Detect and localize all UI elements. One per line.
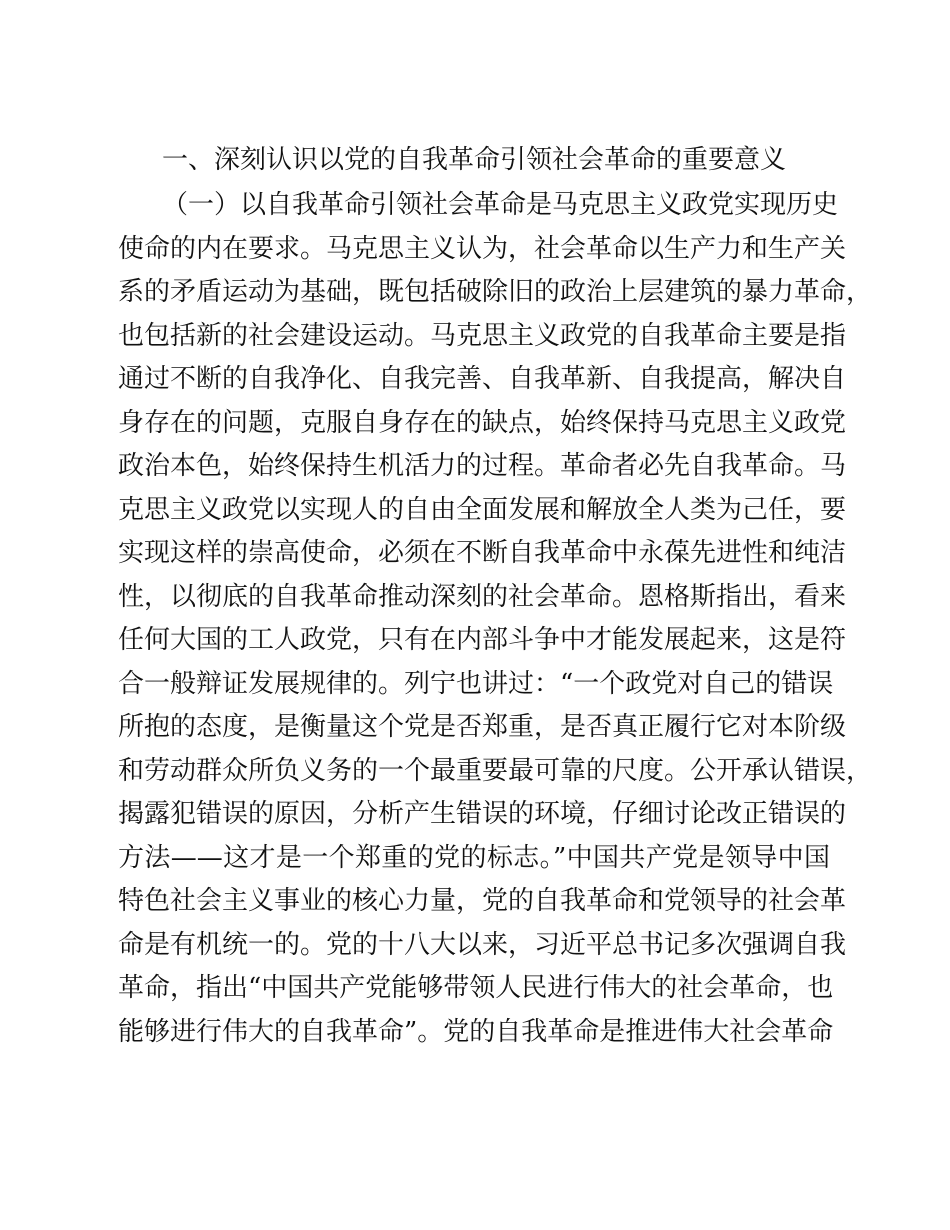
text-line: 使命的内在要求。马克思主义认为，社会革命以生产力和生产关 [118, 233, 847, 264]
text-line: 所抱的态度，是衡量这个党是否郑重，是否真正履行它对本阶级 [118, 712, 847, 742]
text-line: 政治本色，始终保持生机活力的过程。革命者必先自我革命。马 [118, 451, 847, 481]
section-heading: 一、深刻认识以党的自我革命引领社会革命的重要意义 [162, 145, 787, 175]
text-line: 系的矛盾运动为基础，既包括破除旧的政治上层建筑的暴力革命， [118, 277, 873, 307]
text-line: 革命，指出“中国共产党能够带领人民进行伟大的社会革命，也 [118, 973, 834, 1003]
text-line: 和劳动群众所负义务的一个最重要最可靠的尺度。公开承认错误， [118, 755, 873, 786]
text-line: 命是有机统一的。党的十八大以来，习近平总书记多次强调自我 [118, 929, 847, 960]
text-line: 实现这样的崇高使命，必须在不断自我革命中永葆先进性和纯洁 [118, 538, 847, 568]
text-line: 性，以彻底的自我革命推动深刻的社会革命。恩格斯指出，看来 [118, 581, 847, 612]
text-line: 方法——这才是一个郑重的党的标志。”中国共产党是领导中国 [118, 842, 830, 873]
text-line: 能够进行伟大的自我革命”。党的自我革命是推进伟大社会革命 [118, 1016, 834, 1047]
text-line: 克思主义政党以实现人的自由全面发展和解放全人类为己任，要 [118, 494, 847, 525]
text-line: 身存在的问题，克服自身存在的缺点，始终保持马克思主义政党 [118, 407, 847, 438]
body-paragraph [118, 184, 873, 1054]
text-line: 也包括新的社会建设运动。马克思主义政党的自我革命主要是指 [118, 320, 847, 351]
text-line: 特色社会主义事业的核心力量，党的自我革命和党领导的社会革 [118, 886, 847, 916]
text-line: 任何大国的工人政党，只有在内部斗争中才能发展起来，这是符 [118, 625, 847, 655]
text-line: 通过不断的自我净化、自我完善、自我革新、自我提高，解决自 [118, 364, 847, 394]
text-line: （一）以自我革命引领社会革命是马克思主义政党实现历史 [162, 190, 839, 220]
text-line: 揭露犯错误的原因，分析产生错误的环境，仔细讨论改正错误的 [118, 799, 847, 829]
text-line: 合一般辩证发展规律的。列宁也讲过：“一个政党对自己的错误 [118, 668, 834, 699]
